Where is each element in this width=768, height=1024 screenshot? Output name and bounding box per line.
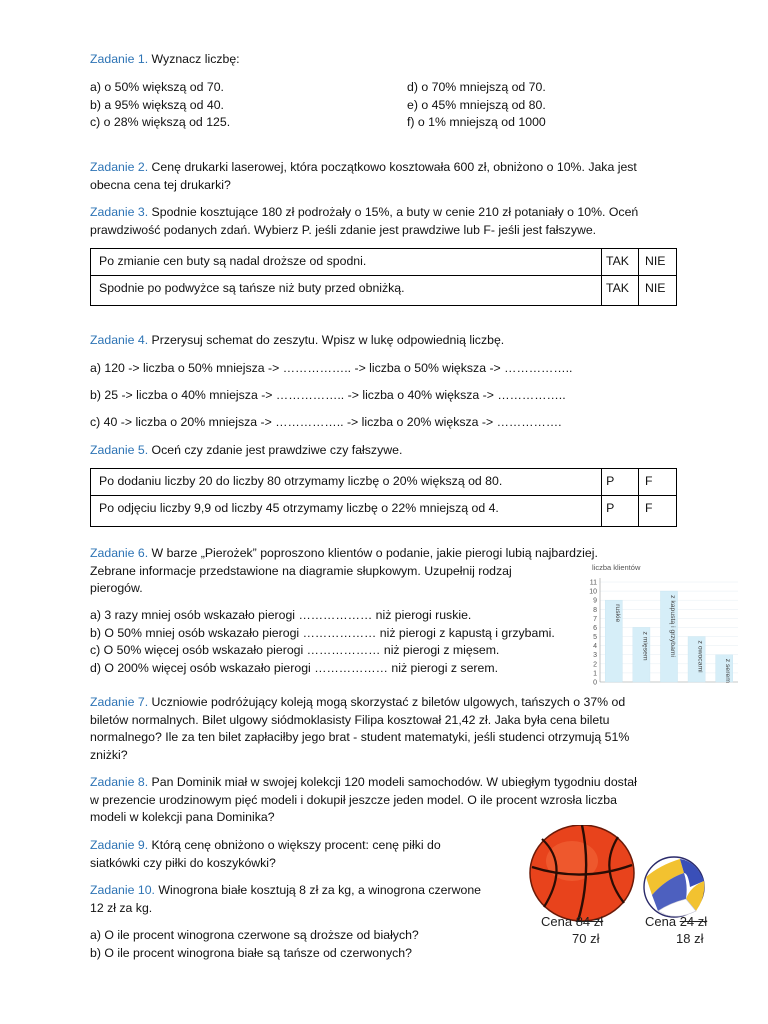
y-tick-label: 4 bbox=[593, 643, 597, 651]
statement-cell: Po zmianie cen buty są nadal droższe od spodni. bbox=[91, 249, 602, 276]
category-label: ruskie bbox=[613, 604, 621, 623]
answer-tak[interactable]: TAK bbox=[602, 249, 639, 276]
answer-f[interactable]: F bbox=[639, 469, 677, 496]
basketball-old-price: 84 zł bbox=[575, 914, 604, 929]
answer-f[interactable]: F bbox=[639, 496, 677, 527]
answer-p[interactable]: P bbox=[602, 496, 639, 527]
y-tick-label: 11 bbox=[589, 579, 597, 587]
task-10-title: Zadanie 10. bbox=[90, 883, 155, 897]
task-1-item-f: f) o 1% mniejszą od 1000 bbox=[407, 115, 546, 129]
task-1-text: Wyznacz liczbę: bbox=[148, 52, 240, 66]
task-5-title: Zadanie 5. bbox=[90, 443, 149, 457]
answer-nie[interactable]: NIE bbox=[638, 276, 676, 306]
task-3-line-2: prawdziwość podanych zdań. Wybierz P. jeśli zdanie jest prawdziwe lub F- jeśli jest fałszywe. bbox=[90, 223, 597, 237]
volleyball-price bbox=[645, 913, 707, 930]
task-6-line-2: Zebrane informacje przedstawione na diagramie słupkowym. Uzupełnij rodzaj bbox=[90, 564, 512, 578]
task-9-line-2: siatkówki czy piłki do koszykówki? bbox=[90, 856, 276, 870]
task-10-text: Winogrona białe kosztują 8 zł za kg, a winogrona czerwone bbox=[154, 883, 481, 897]
volleyball-icon bbox=[644, 857, 704, 917]
task-8-line-1 bbox=[90, 774, 637, 791]
basketball-icon bbox=[530, 825, 634, 921]
statement-cell: Po dodaniu liczby 20 do liczby 80 otrzymamy liczbę o 20% większą od 80. bbox=[91, 469, 602, 496]
task-6-text: W barze „Pierożek” poproszono klientów o podanie, jakie pierogi lubią najbardziej. bbox=[148, 546, 598, 560]
task-6-item-c: c) O 50% więcej osób wskazało pierogi ……………… niż pierogi z mięsem. bbox=[90, 643, 500, 657]
task-1-item-c: c) o 28% większą od 125. bbox=[90, 115, 231, 129]
task-1-item-b: b) a 95% większą od 40. bbox=[90, 98, 224, 112]
category-label: z mięsem bbox=[641, 631, 649, 661]
statement-cell: Po odjęciu liczby 9,9 od liczby 45 otrzymamy liczbę o 22% mniejszą od 4. bbox=[91, 496, 602, 527]
task-1-item-a: a) o 50% większą od 70. bbox=[90, 80, 224, 94]
task-8-line-3: modeli w kolekcji pana Dominika? bbox=[90, 810, 275, 824]
task-8-text: Pan Dominik miał w swojej kolekcji 120 modeli samochodów. W ubiegłym tygodniu dostał bbox=[148, 775, 637, 789]
y-tick-label: 8 bbox=[593, 606, 597, 614]
y-tick-label: 1 bbox=[593, 670, 597, 678]
basketball-new-price: 70 zł bbox=[572, 931, 600, 946]
task-6-line-3: pierogów. bbox=[90, 581, 143, 595]
y-tick-label: 3 bbox=[593, 652, 597, 660]
task-5-table bbox=[90, 468, 677, 527]
table-row bbox=[91, 469, 677, 496]
task-2-text: Cenę drukarki laserowej, która początkowo kosztowała 600 zł, obniżono o 10%. Jaka jest bbox=[148, 160, 637, 174]
table-row bbox=[91, 276, 677, 306]
y-tick-label: 10 bbox=[589, 588, 597, 596]
volleyball-new-price: 18 zł bbox=[676, 931, 704, 946]
task-4-item-c: c) 40 -> liczba o 20% mniejsza -> …………….. -> liczba o 20% większa -> ……………. bbox=[90, 415, 562, 429]
task-10-item-a: a) O ile procent winogrona czerwone są droższe od białych? bbox=[90, 928, 419, 942]
task-1-title: Zadanie 1. bbox=[90, 52, 149, 66]
task-2-line-1 bbox=[90, 159, 637, 176]
task-7-line-1 bbox=[90, 694, 625, 711]
task-4-heading bbox=[90, 332, 504, 349]
task-10-line-1 bbox=[90, 882, 481, 899]
volleyball-old-price: 24 zł bbox=[679, 914, 708, 929]
y-tick-label: 2 bbox=[593, 661, 597, 669]
task-7-title: Zadanie 7. bbox=[90, 695, 149, 709]
basketball-price-label: Cena bbox=[541, 914, 573, 929]
task-6-title: Zadanie 6. bbox=[90, 546, 149, 560]
task-9-line-1 bbox=[90, 837, 441, 854]
task-6-line-1 bbox=[90, 545, 598, 562]
task-5-text: Oceń czy zdanie jest prawdziwe czy fałszywe. bbox=[148, 443, 403, 457]
answer-tak[interactable]: TAK bbox=[602, 276, 639, 306]
task-2-line-2: obecna cena tej drukarki? bbox=[90, 178, 231, 192]
task-10-item-b: b) O ile procent winogrona białe są tańsze od czerwonych? bbox=[90, 946, 412, 960]
task-1-heading bbox=[90, 51, 240, 68]
answer-p[interactable]: P bbox=[602, 469, 639, 496]
task-8-title: Zadanie 8. bbox=[90, 775, 149, 789]
dumplings-bar-chart bbox=[584, 560, 740, 686]
y-tick-label: 5 bbox=[593, 634, 597, 642]
task-3-title: Zadanie 3. bbox=[90, 205, 149, 219]
balls-illustration bbox=[520, 825, 748, 955]
task-10-line-2: 12 zł za kg. bbox=[90, 901, 153, 915]
task-7-line-3: normalnego? Ile za ten bilet zapłaciłby jego brat - student matematyki, jeśli studenci otrzymują 51% bbox=[90, 730, 630, 744]
task-6-item-b: b) O 50% mniej osób wskazało pierogi ……………… niż pierogi z kapustą i grzybami. bbox=[90, 626, 555, 640]
task-9-title: Zadanie 9. bbox=[90, 838, 149, 852]
task-7-line-2: biletów normalnych. Bilet ulgowy siódmoklasisty Filipa kosztował 21,42 zł. Jaka była cena biletu bbox=[90, 713, 610, 727]
task-1-item-d: d) o 70% mniejszą od 70. bbox=[407, 80, 546, 94]
task-5-heading bbox=[90, 442, 402, 459]
task-4-item-b: b) 25 -> liczba o 40% mniejsza -> …………….. -> liczba o 40% większa -> …………….. bbox=[90, 388, 566, 402]
category-label: z kapustą i grzybami bbox=[669, 595, 676, 658]
task-6-item-a: a) 3 razy mniej osób wskazało pierogi ……………… niż pierogi ruskie. bbox=[90, 608, 472, 622]
chart-title: liczba klientów bbox=[592, 563, 641, 572]
table-row bbox=[91, 496, 677, 527]
y-tick-label: 6 bbox=[593, 624, 597, 632]
task-3-line-1 bbox=[90, 204, 638, 221]
task-1-item-e: e) o 45% mniejszą od 80. bbox=[407, 98, 546, 112]
task-7-line-4: zniżki? bbox=[90, 748, 128, 762]
task-3-table bbox=[90, 248, 677, 306]
task-4-title: Zadanie 4. bbox=[90, 333, 149, 347]
task-4-item-a: a) 120 -> liczba o 50% mniejsza -> …………….. -> liczba o 50% większa -> …………….. bbox=[90, 361, 573, 375]
y-tick-label: 7 bbox=[593, 615, 597, 623]
category-label: z owocami bbox=[696, 640, 704, 673]
volleyball-price-label: Cena bbox=[645, 914, 677, 929]
y-tick-label: 0 bbox=[593, 679, 597, 686]
table-row bbox=[91, 249, 677, 276]
task-3-text: Spodnie kosztujące 180 zł podrożały o 15%, a buty w cenie 210 zł potaniały o 10%. Oceń bbox=[148, 205, 639, 219]
y-tick-label: 9 bbox=[593, 597, 597, 605]
task-8-line-2: w prezencie urodzinowym pięć modeli i dokupił jeszcze jeden model. O ile procent wzrosła liczba bbox=[90, 793, 617, 807]
task-2-title: Zadanie 2. bbox=[90, 160, 149, 174]
category-label: z serem bbox=[724, 658, 732, 683]
task-9-text: Którą cenę obniżono o większy procent: cenę piłki do bbox=[148, 838, 441, 852]
task-4-text: Przerysuj schemat do zeszytu. Wpisz w lukę odpowiednią liczbę. bbox=[148, 333, 505, 347]
answer-nie[interactable]: NIE bbox=[638, 249, 676, 276]
statement-cell: Spodnie po podwyżce są tańsze niż buty przed obniżką. bbox=[91, 276, 602, 306]
task-7-text: Uczniowie podróżujący koleją mogą skorzystać z biletów ulgowych, tańszych o 37% od bbox=[148, 695, 626, 709]
basketball-price bbox=[541, 913, 603, 930]
task-6-item-d: d) O 200% więcej osób wskazało pierogi ……………… niż pierogi z serem. bbox=[90, 661, 499, 675]
